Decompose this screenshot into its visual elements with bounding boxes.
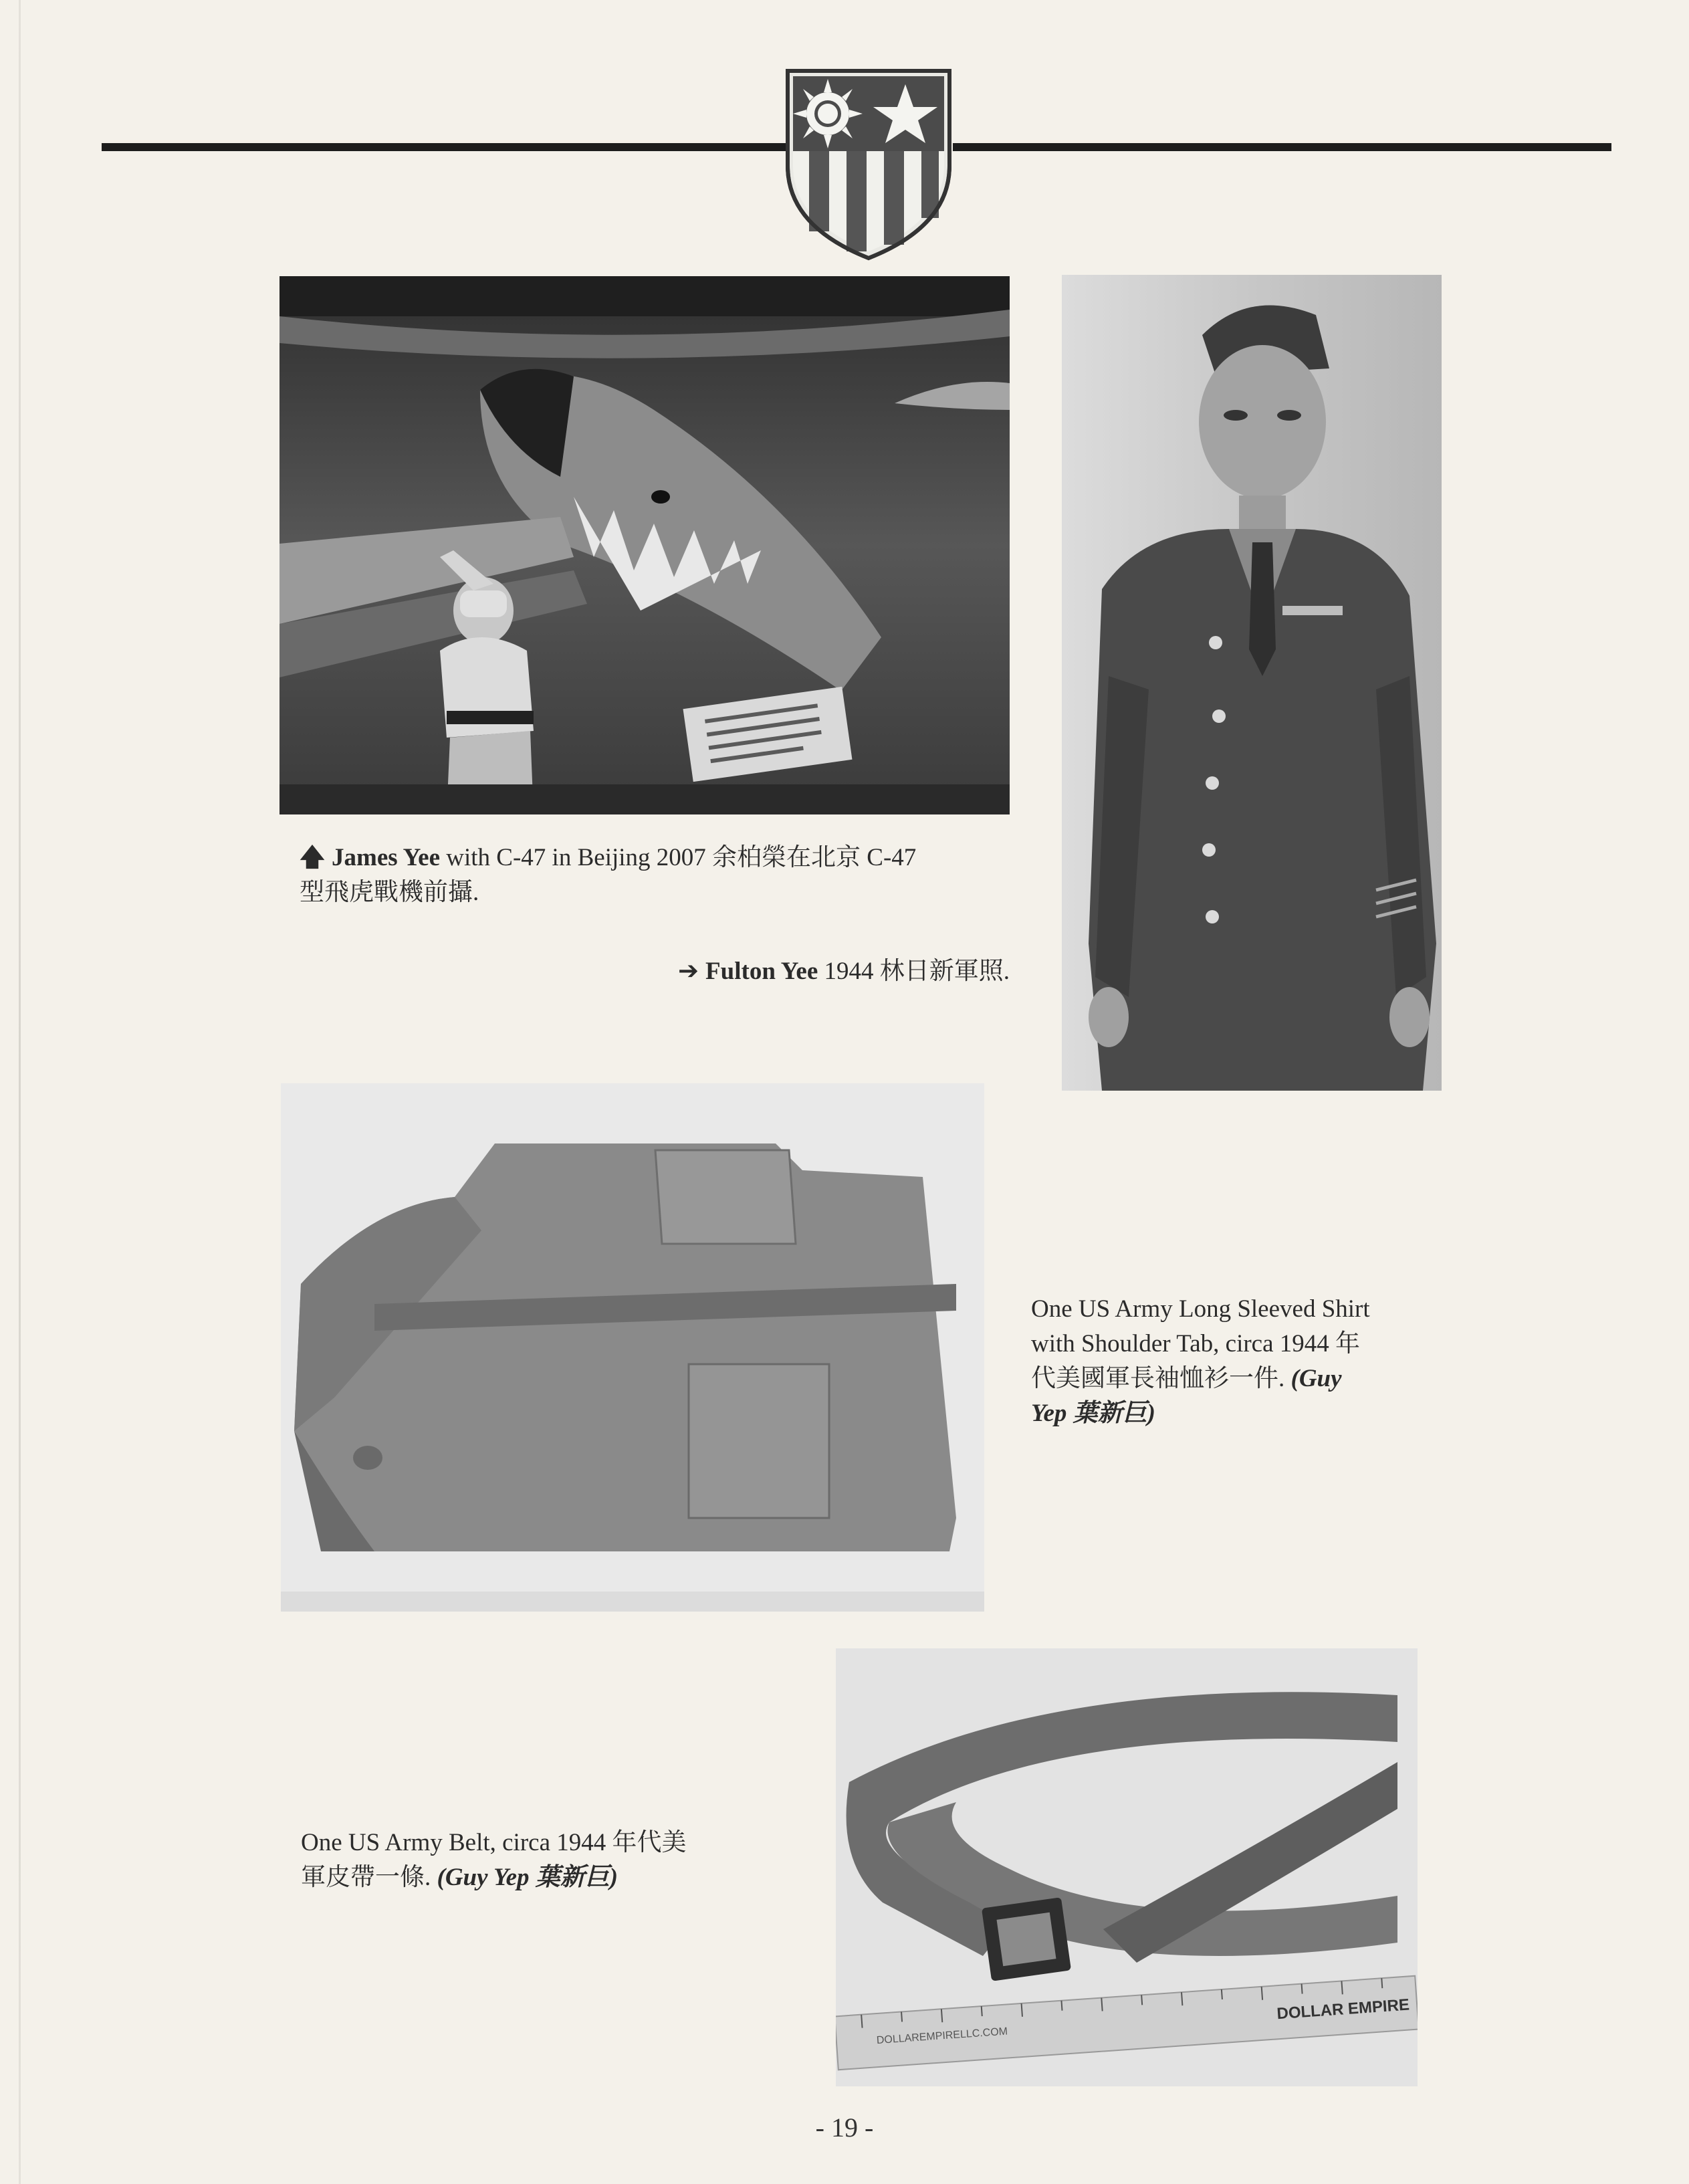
caption-shirt-credit: (Guy <box>1290 1365 1342 1392</box>
page-number: - 19 - <box>815 2112 874 2143</box>
ruler-brand: DOLLAR EMPIRE <box>1276 1995 1410 2024</box>
header-rule-left <box>102 143 789 151</box>
binding-edge <box>19 0 21 2184</box>
cbi-shoulder-patch-emblem <box>781 66 956 261</box>
caption-fulton-yee: ➔ Fulton Yee 1944 林日新軍照. <box>678 956 1010 985</box>
caption-shirt: One US Army Long Sleeved Shirt with Shoulder Tab, circa 1944 年 代美國軍長袖恤衫一件. (Guy Yep 葉新巨) <box>1031 1295 1370 1427</box>
header-rule-right <box>953 143 1611 151</box>
caption-fulton-name: Fulton Yee <box>705 958 818 985</box>
caption-james-name: James Yee <box>332 844 441 871</box>
arrow-up-icon: 🡅 <box>300 843 326 871</box>
photo-army-belt-with-ruler <box>836 1648 1418 2086</box>
photo-james-yee-with-aircraft <box>279 276 1010 814</box>
sun-icon <box>793 79 863 148</box>
caption-belt-credit: (Guy Yep 葉新巨) <box>437 1864 618 1891</box>
photo-fulton-yee-portrait <box>1062 275 1442 1091</box>
photo-army-long-sleeved-shirt <box>281 1083 984 1612</box>
caption-james-yee: 🡅 James Yee with C-47 in Beijing 2007 余柏榮在北京 C-47 型飛虎戰機前攝. <box>300 843 917 906</box>
arrow-right-icon: ➔ <box>678 956 699 985</box>
ruler-url: DOLLAREMPIRELLC.COM <box>876 2026 1008 2047</box>
caption-belt: One US Army Belt, circa 1944 年代美 軍皮帶一條. (Guy Yep 葉新巨) <box>301 1829 687 1891</box>
